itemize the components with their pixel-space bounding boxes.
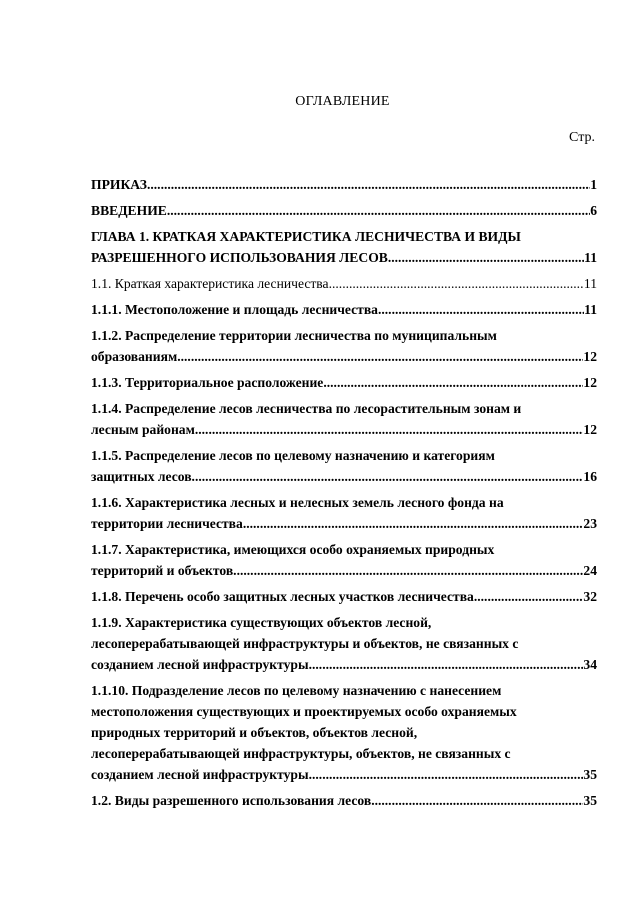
toc-entry[interactable] [91,174,597,195]
toc-entry-title-line: 1.1.2. Распределение территории лесничества по муниципальным [91,328,497,343]
toc-entry-page: 23 [583,516,597,531]
toc-entry-title-line: 1.1.7. Характеристика, имеющихся особо охраняемых природных [91,542,495,557]
toc-entry[interactable] [91,680,597,785]
toc-entry-page: 12 [583,422,597,437]
dot-leader [329,273,584,294]
table-of-contents [91,174,597,816]
toc-entry-title-line: 1.1.6. Характеристика лесных и нелесных земель лесного фонда на [91,495,504,510]
toc-entry-title-line: природных территорий и объектов, объектов лесной, [91,725,418,740]
toc-entry[interactable] [91,325,597,367]
dot-leader [195,419,584,440]
document-title: ОГЛАВЛЕНИЕ [295,94,390,109]
toc-entry-page: 11 [584,302,597,317]
dot-leader [192,466,584,487]
dot-leader [167,200,590,221]
toc-entry[interactable] [91,273,597,294]
dot-leader [147,174,590,195]
toc-entry[interactable] [91,492,597,534]
toc-entry-page: 6 [590,203,597,218]
toc-entry-title-line: 1.1.4. Распределение лесов лесничества по лесорастительным зонам и [91,401,522,416]
toc-entry-page: 1 [590,177,597,192]
toc-entry[interactable] [91,200,597,221]
toc-entry-title: защитных лесов [91,469,192,484]
toc-entry-title: 1.1.3. Территориальное расположение [91,375,324,390]
dot-leader [378,299,584,320]
toc-entry-page: 12 [583,375,597,390]
toc-entry-title: РАЗРЕШЕННОГО ИСПОЛЬЗОВАНИЯ ЛЕСОВ [91,250,388,265]
toc-entry-title: лесным районам [91,422,195,437]
toc-entry-title: территорий и объектов [91,563,234,578]
toc-entry-title-line: лесоперерабатывающей инфраструктуры и объектов, не связанных с [91,636,519,651]
toc-entry[interactable] [91,372,597,393]
toc-entry-page: 16 [583,469,597,484]
toc-entry-title-line: лесоперерабатывающей инфраструктуры, объектов, не связанных с [91,746,511,761]
toc-entry-page: 34 [583,657,597,672]
toc-entry-title: 1.1.8. Перечень особо защитных лесных участков лесничества [91,589,474,604]
toc-entry-title: созданием лесной инфраструктуры [91,767,309,782]
toc-entry-page: 24 [583,563,597,578]
dot-leader [243,513,584,534]
toc-entry-title-line: местоположения существующих и проектируемых особо охраняемых [91,704,517,719]
dot-leader [309,764,584,785]
dot-leader [177,346,583,367]
dot-leader [371,790,583,811]
toc-entry-page: 35 [583,793,597,808]
toc-entry-title: ПРИКАЗ [91,177,147,192]
dot-leader [474,586,584,607]
toc-entry-title-line: ГЛАВА 1. КРАТКАЯ ХАРАКТЕРИСТИКА ЛЕСНИЧЕСТВА И ВИДЫ [91,229,521,244]
toc-entry-title: образованиям [91,349,178,364]
toc-entry-title-line: 1.1.9. Характеристика существующих объектов лесной, [91,615,432,630]
dot-leader [233,560,583,581]
toc-entry-page: 11 [584,250,597,265]
toc-entry-page: 11 [583,276,597,291]
toc-entry[interactable] [91,226,597,268]
dot-leader [323,372,583,393]
toc-entry[interactable] [91,586,597,607]
toc-entry[interactable] [91,398,597,440]
toc-entry-page: 12 [583,349,597,364]
toc-entry[interactable] [91,539,597,581]
toc-entry-title: 1.1. Краткая характеристика лесничества [91,276,329,291]
page-column-label: Стр. [569,130,595,145]
toc-entry-page: 35 [583,767,597,782]
toc-entry[interactable] [91,299,597,320]
toc-entry-title: созданием лесной инфраструктуры [91,657,309,672]
toc-entry-title-line: 1.1.10. Подразделение лесов по целевому назначению с нанесением [91,683,502,698]
dot-leader [309,654,584,675]
toc-entry-title: территории лесничества [91,516,243,531]
toc-entry[interactable] [91,790,597,811]
toc-entry[interactable] [91,612,597,675]
toc-entry-title: 1.2. Виды разрешенного использования лесов [91,793,372,808]
toc-entry-title-line: 1.1.5. Распределение лесов по целевому назначению и категориям [91,448,495,463]
toc-entry[interactable] [91,445,597,487]
toc-entry-title: 1.1.1. Местоположение и площадь лесничества [91,302,378,317]
toc-entry-page: 32 [583,589,597,604]
dot-leader [388,247,584,268]
toc-entry-title: ВВЕДЕНИЕ [91,203,167,218]
